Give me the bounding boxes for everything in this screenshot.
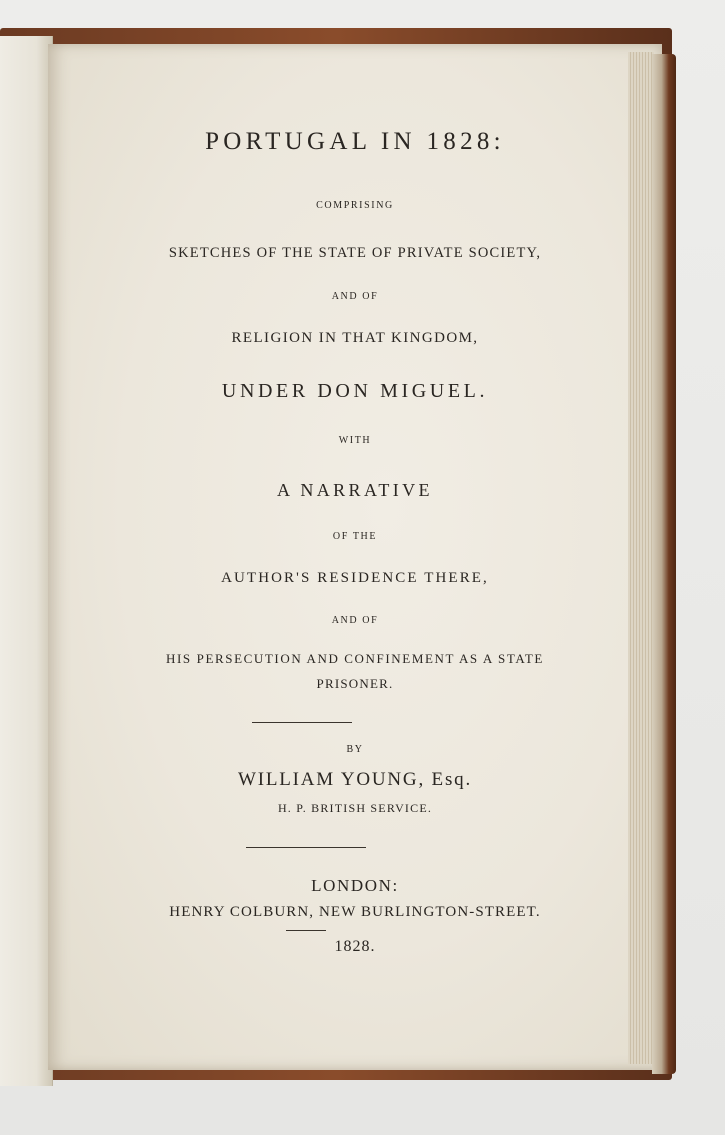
by-label: BY <box>346 744 364 755</box>
imprint-year: 1828. <box>334 938 376 955</box>
divider-rule-1 <box>252 722 352 723</box>
subtitle-prisoner: PRISONER. <box>316 676 394 691</box>
divider-rule-2 <box>246 847 366 848</box>
with-label: WITH <box>338 435 372 446</box>
subtitle-narrative: A NARRATIVE <box>277 480 433 500</box>
subtitle-religion: RELIGION IN THAT KINGDOM, <box>231 330 479 346</box>
imprint-place: LONDON: <box>311 876 399 895</box>
subtitle-persecution: HIS PERSECUTION AND CONFINEMENT AS A STATE <box>166 651 544 666</box>
year-rule <box>286 930 326 931</box>
left-page <box>0 36 53 1086</box>
author-note: H. P. BRITISH SERVICE. <box>277 801 433 815</box>
comprising-label: COMPRISING <box>316 200 394 211</box>
and-of-label-1: AND OF <box>331 291 379 302</box>
imprint-publisher: HENRY COLBURN, NEW BURLINGTON-STREET. <box>169 904 541 920</box>
subtitle-don-miguel: UNDER DON MIGUEL. <box>221 380 489 402</box>
and-of-label-2: AND OF <box>331 615 379 626</box>
subtitle-sketches: SKETCHES OF THE STATE OF PRIVATE SOCIETY, <box>168 245 542 261</box>
of-the-label: OF THE <box>332 531 378 542</box>
book-title: PORTUGAL IN 1828: <box>205 128 505 155</box>
subtitle-residence: AUTHOR'S RESIDENCE THERE, <box>221 570 489 586</box>
author-name: WILLIAM YOUNG, Esq. <box>237 769 472 790</box>
